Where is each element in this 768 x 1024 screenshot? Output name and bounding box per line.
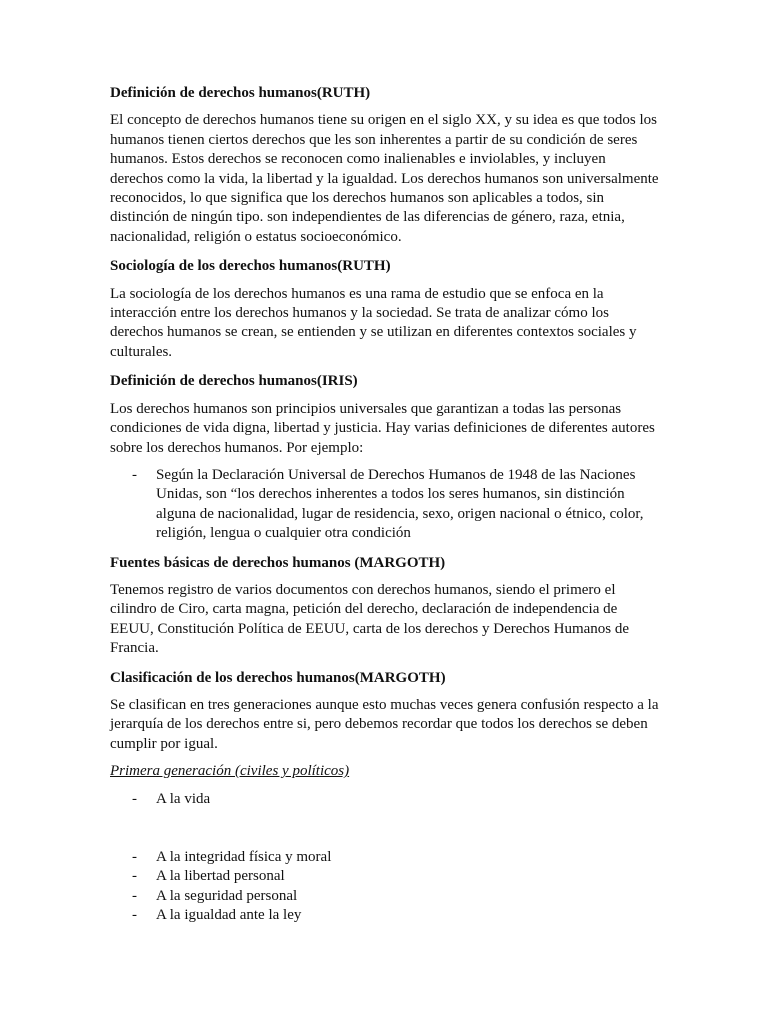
list-item-text: A la integridad física y moral [156,849,332,865]
list-item-text: A la igualdad ante la ley [156,907,302,924]
paragraph-margoth-sources: Tenemos registro de varios documentos con derechos humanos, siendo el primero el cilindro de Ciro, carta magna, petición del derecho, declaración de independencia de EEUU, Constitución Política de EEUU, carta de los derechos y Derechos Humanos de Francia. [110,581,630,657]
list-item-text: A la vida [156,790,211,807]
list-item [110,887,660,906]
paragraph-ruth-sociology: La sociología de los derechos humanos es una rama de estudio que se enfoca en la interacción entre los derechos humanos y la sociedad. Se trata de analizar cómo los derechos humanos se crean, se entienden y se utilizan en diferentes contextos sociales y culturales. [110,285,637,360]
section-heading-margoth-classification: Clasificación de los derechos humanos(MARGOTH) [110,669,446,686]
paragraph-ruth-definition: El concepto de derechos humanos tiene su origen en el siglo XX, y su idea es que todos los humanos tienen ciertos derechos que les son inherentes a partir de su condición de seres humanos. Estos derechos se reconocen como inalienables e inviolables, y incluyen derechos como la vida, la libertad y la igualdad. Los derechos humanos son universalmente reconocidos, lo que significa que los derechos humanos son aplicables a todos, sin distinción de ningún tipo. son independientes de las diferencias de género, raza, etnia, nacionalidad, religión o estatus socioeconómico. [110,112,659,245]
list-item [110,466,660,544]
generation-subheading: Primera generación (civiles y políticos) [110,763,350,780]
list-item [110,906,660,925]
section-heading-iris-definition: Definición de derechos humanos(IRIS) [110,373,358,390]
list-item [110,848,660,867]
list-item-text: Según la Declaración Universal de Derechos Humanos de 1948 de las Naciones Unidas, son “los derechos inherentes a todos los seres humanos, sin distinción alguna de nacionalidad, lugar de residencia, sexo, origen nacional o étnico, color, religión, lengua o cualquier otra condición [156,466,644,542]
list-item [110,790,660,809]
paragraph-iris-definition: Los derechos humanos son principios universales que garantizan a todas las personas condiciones de vida digna, libertad y justicia. Hay varias definiciones de diferentes autores sobre los derechos humanos. Por ejemplo: [110,400,655,456]
dash-bullet: - [132,887,137,904]
iris-bullet-list [110,466,660,544]
list-item-text: A la seguridad personal [156,887,298,904]
section-heading-ruth-definition: Definición de derechos humanos(RUTH) [110,85,371,101]
rights-list-first [110,790,660,809]
dash-bullet: - [132,907,137,924]
dash-bullet: - [132,849,137,865]
list-item-text: A la libertad personal [156,868,285,885]
list-item [110,867,660,886]
dash-bullet: - [132,466,137,483]
rights-list [110,848,660,926]
paragraph-margoth-classification: Se clasifican en tres generaciones aunque esto muchas veces genera confusión respecto a la jerarquía de los derechos entre si, pero debemos recordar que todos los derechos se deben cumplir por igual. [110,696,659,752]
dash-bullet: - [132,790,137,807]
dash-bullet: - [132,868,137,885]
section-heading-margoth-sources: Fuentes básicas de derechos humanos (MARGOTH) [110,554,446,571]
section-heading-ruth-sociology: Sociología de los derechos humanos(RUTH) [110,258,391,275]
